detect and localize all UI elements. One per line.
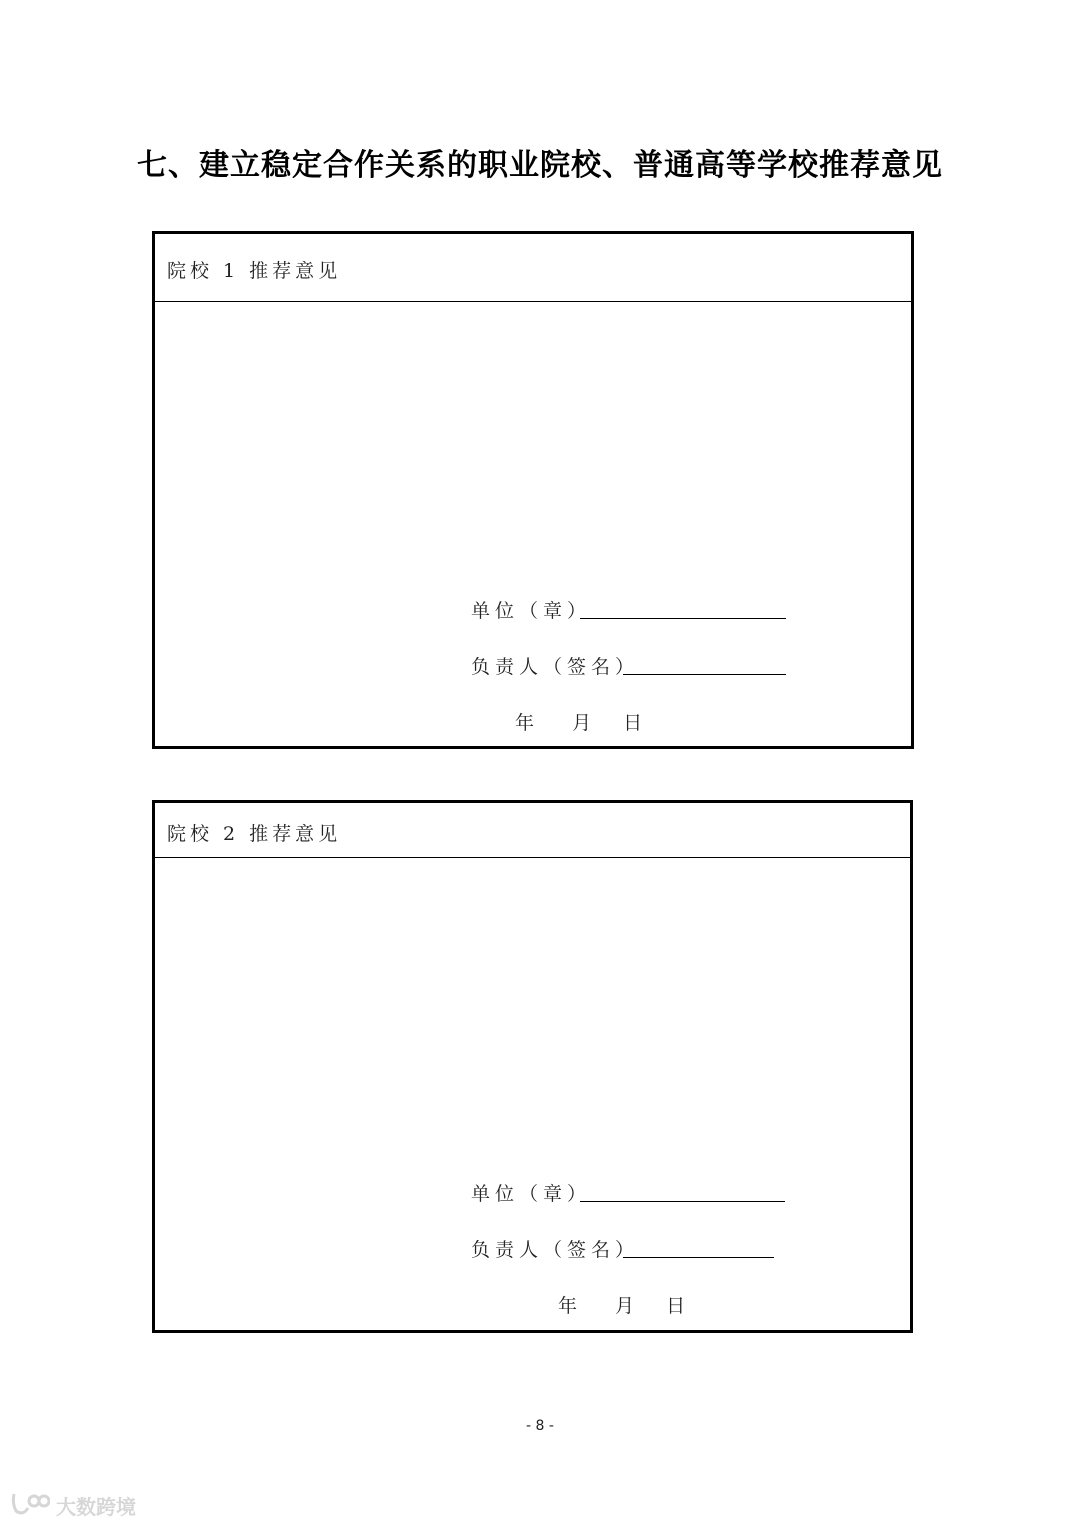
recommendation-header-1 xyxy=(155,234,911,302)
date-day-label: 日 xyxy=(666,1295,686,1317)
unit-seal-line[interactable] xyxy=(580,1201,785,1202)
date-day-label: 日 xyxy=(623,712,643,734)
signer-line[interactable] xyxy=(623,1257,774,1258)
page-number: - 8 - xyxy=(526,1418,554,1434)
unit-seal-line[interactable] xyxy=(580,618,786,619)
watermark-text: 大数跨境 xyxy=(56,1494,136,1519)
recommendation-body-2[interactable] xyxy=(155,858,910,1158)
signer-label: 负责人（签名） xyxy=(471,1239,640,1261)
date-row xyxy=(558,1291,685,1318)
recommendation-body-1[interactable] xyxy=(155,302,911,582)
date-row xyxy=(515,708,642,735)
brand-logo-icon xyxy=(10,1490,50,1521)
recommendation-box-1 xyxy=(152,231,914,749)
date-month-label: 月 xyxy=(615,1295,635,1317)
recommendation-header-label: 院校 2 推荐意见 xyxy=(167,823,342,845)
date-year-label: 年 xyxy=(515,712,535,734)
signer-line[interactable] xyxy=(623,674,786,675)
recommendation-box-2 xyxy=(152,800,913,1333)
watermark xyxy=(10,1490,136,1520)
unit-seal-label: 单位（章） xyxy=(471,600,592,622)
date-year-label: 年 xyxy=(558,1295,578,1317)
signer-label: 负责人（签名） xyxy=(471,656,640,678)
recommendation-header-2 xyxy=(155,803,910,858)
page-title: 七、建立稳定合作关系的职业院校、普通高等学校推荐意见 xyxy=(137,148,943,183)
recommendation-header-label: 院校 1 推荐意见 xyxy=(167,260,342,282)
date-month-label: 月 xyxy=(572,712,592,734)
unit-seal-label: 单位（章） xyxy=(471,1183,592,1205)
